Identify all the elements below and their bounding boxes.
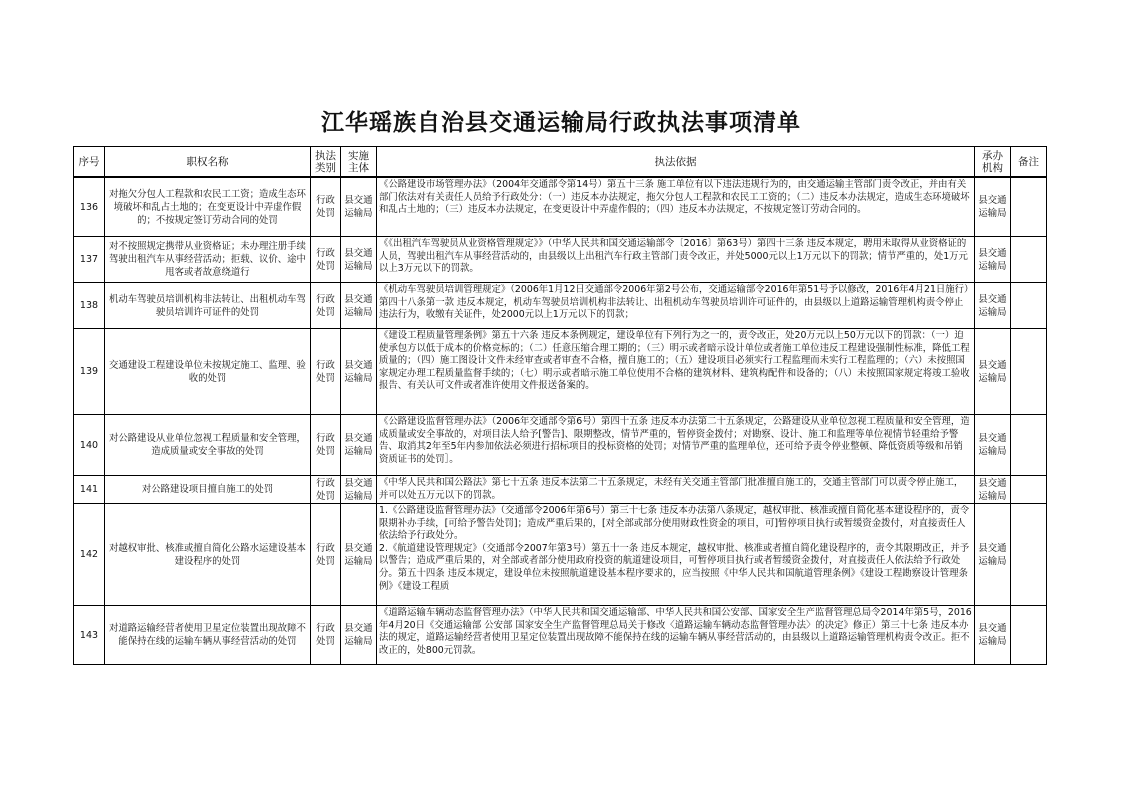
row-org: 县交通运输局 <box>975 177 1011 237</box>
header-org: 承办机构 <box>975 147 1011 178</box>
row-note <box>1011 606 1047 665</box>
row-entity: 县交通运输局 <box>341 329 377 415</box>
row-note <box>1011 504 1047 606</box>
row-org: 县交通运输局 <box>975 329 1011 415</box>
row-org: 县交通运输局 <box>975 283 1011 329</box>
row-entity: 县交通运输局 <box>341 237 377 283</box>
row-basis: 《中华人民共和国公路法》第七十五条 违反本法第二十五条规定，未经有关交通主管部门批准擅自施工的，交通主管部门可以责令停止施工，并可以处五万元以下的罚款。 <box>377 476 975 504</box>
row-org: 县交通运输局 <box>975 504 1011 606</box>
table-row <box>74 606 1047 665</box>
row-category: 行政处罚 <box>311 329 341 415</box>
row-entity: 县交通运输局 <box>341 476 377 504</box>
row-basis: 《机动车驾驶员培训管理规定》（2006年1月12日交通部令2006年第2号公布，交通运输部令2016年第51号予以修改，2016年4月21日施行）第四十八条第一款 违反本规定，机动车驾驶员培训机构非法转让、出租机动车驾驶员培训许可证件的，由县级以上道路运输管理机构责令停止违法行为，收缴有关证件，处2000元以上1万元以下的罚款； <box>377 283 975 329</box>
row-category: 行政处罚 <box>311 415 341 476</box>
row-note <box>1011 415 1047 476</box>
row-org: 县交通运输局 <box>975 237 1011 283</box>
table-row <box>74 476 1047 504</box>
table-row <box>74 237 1047 283</box>
row-seq: 139 <box>74 329 105 415</box>
table-row <box>74 329 1047 415</box>
row-entity: 县交通运输局 <box>341 283 377 329</box>
row-category: 行政处罚 <box>311 606 341 665</box>
row-seq: 138 <box>74 283 105 329</box>
row-category: 行政处罚 <box>311 476 341 504</box>
row-note <box>1011 283 1047 329</box>
row-org: 县交通运输局 <box>975 415 1011 476</box>
table-row <box>74 504 1047 606</box>
row-name: 对不按照规定携带从业资格证；未办理注册手续驾驶出租汽车从事经营活动；拒载、议价、途中甩客或者故意绕道行 <box>105 237 311 283</box>
header-category: 执法类别 <box>311 147 341 178</box>
row-name: 对公路建设从业单位忽视工程质量和安全管理，造成质量或安全事故的处罚 <box>105 415 311 476</box>
header-name: 职权名称 <box>105 147 311 178</box>
row-seq: 137 <box>74 237 105 283</box>
row-note <box>1011 476 1047 504</box>
row-basis: 1.《公路建设监督管理办法》（交通部令2006年第6号）第三十七条 违反本办法第八条规定，越权审批、核准或擅自简化基本建设程序的，责令限期补办手续，[可给予警告处罚]；造成严重后果的，[对全部或部分使用财政性资金的项目，可]暂停项目执行或暂缓资金拨付，对直接责任人依法给予行政处分。 2.《航道建设管理规定》（交通部令2007年第3号）第五十一条 违反本规定，越权审批、核准或者擅自简化建设程序的，责令其限期改正，并予以警告；造成严重后果的，对全部或者部分使用政府投资的航道建设项目，可暂停项目执行或者暂缓资金拨付，对直接责任人依法给予行政处分。第五十四条 违反本规定，建设单位未按照航道建设基本程序要求的，应当按照《中华人民共和国航道管理条例》《建设工程勘察设计管理条例》《建设工程质 <box>377 504 975 606</box>
row-note <box>1011 329 1047 415</box>
header-entity: 实施主体 <box>341 147 377 178</box>
row-seq: 142 <box>74 504 105 606</box>
row-name: 对越权审批、核准或擅自简化公路水运建设基本建设程序的处罚 <box>105 504 311 606</box>
row-basis: 《《出租汽车驾驶员从业资格管理规定》》（中华人民共和国交通运输部令〔2016〕第63号）第四十三条 违反本规定，聘用未取得从业资格证的人员，驾驶出租汽车从事经营活动的，由县级以上出租汽车行政主管部门责令改正，并处5000元以上1万元以下的罚款；情节严重的，处1万元以上3万元以下的罚款。 <box>377 237 975 283</box>
row-org: 县交通运输局 <box>975 476 1011 504</box>
row-entity: 县交通运输局 <box>341 606 377 665</box>
row-basis: 《公路建设市场管理办法》（2004年交通部令第14号）第五十三条 施工单位有以下违法违规行为的，由交通运输主管部门责令改正，并由有关部门依法对有关责任人员给予行政处分：（一）违反本办法规定，拖欠分包人工程款和农民工工资的；（二）违反本办法规定，造成生态环境破坏和乱占土地的；（三）违反本办法规定，在变更设计中弄虚作假的；（四）违反本办法规定，不按规定签订劳动合同的。 <box>377 177 975 237</box>
row-seq: 141 <box>74 476 105 504</box>
row-org: 县交通运输局 <box>975 606 1011 665</box>
header-seq: 序号 <box>74 147 105 178</box>
header-basis: 执法依据 <box>377 147 975 178</box>
table-row <box>74 415 1047 476</box>
row-basis: 《建设工程质量管理条例》第五十六条 违反本条例规定，建设单位有下列行为之一的，责令改正，处20万元以上50万元以下的罚款：（一）迫使承包方以低于成本的价格竞标的；（二）任意压缩合理工期的；（三）明示或者暗示设计单位或者施工单位违反工程建设强制性标准，降低工程质量的；（四）施工图设计文件未经审查或者审查不合格，擅自施工的；（五）建设项目必须实行工程监理而未实行工程监理的；（六）未按照国家规定办理工程质量监督手续的；（七）明示或者暗示施工单位使用不合格的建筑材料、建筑构配件和设备的；（八）未按照国家规定将竣工验收报告、有关认可文件或者准许使用文件报送备案的。 <box>377 329 975 415</box>
row-seq: 140 <box>74 415 105 476</box>
row-basis: 《公路建设监督管理办法》（2006年交通部令第6号）第四十五条 违反本办法第二十五条规定，公路建设从业单位忽视工程质量和安全管理，造成质量或安全事故的，对项目法人给予[警告]、限期整改，情节严重的，暂停资金拨付；对勘察、设计、施工和监理等单位视情节轻重给予警告、取消其2年至5年内参加依法必须进行招标项目的投标资格的处罚；对情节严重的监理单位，还可给予责令停业整顿、降低资质等级和吊销资质证书的处罚］。 <box>377 415 975 476</box>
row-note <box>1011 177 1047 237</box>
row-basis: 《道路运输车辆动态监督管理办法》（中华人民共和国交通运输部、中华人民共和国公安部、国家安全生产监督管理总局令2014年第5号，2016年4月20日《交通运输部 公安部 国家安全生产监督管理总局关于修改〈道路运输车辆动态监督管理办法〉的决定》修正）第三十七条 违反本办法的规定，道路运输经营者使用卫星定位装置出现故障不能保持在线的运输车辆从事经营活动的，由县级以上道路运输管理机构责令改正。拒不改正的，处800元罚款。 <box>377 606 975 665</box>
table-row <box>74 283 1047 329</box>
table-row <box>74 177 1047 237</box>
row-category: 行政处罚 <box>311 237 341 283</box>
row-name: 对公路建设项目擅自施工的处罚 <box>105 476 311 504</box>
enforcement-table <box>73 146 1047 665</box>
row-seq: 143 <box>74 606 105 665</box>
row-seq: 136 <box>74 177 105 237</box>
row-entity: 县交通运输局 <box>341 504 377 606</box>
row-category: 行政处罚 <box>311 283 341 329</box>
row-category: 行政处罚 <box>311 504 341 606</box>
page-title: 江华瑶族自治县交通运输局行政执法事项清单 <box>321 109 801 136</box>
row-name: 机动车驾驶员培训机构非法转让、出租机动车驾驶员培训许可证件的处罚 <box>105 283 311 329</box>
row-entity: 县交通运输局 <box>341 415 377 476</box>
row-category: 行政处罚 <box>311 177 341 237</box>
row-name: 对道路运输经营者使用卫星定位装置出现故障不能保持在线的运输车辆从事经营活动的处罚 <box>105 606 311 665</box>
header-note: 备注 <box>1011 147 1047 178</box>
row-note <box>1011 237 1047 283</box>
row-entity: 县交通运输局 <box>341 177 377 237</box>
row-name: 对拖欠分包人工程款和农民工工资；造成生态环境破坏和乱占土地的；在变更设计中弄虚作假的；不按规定签订劳动合同的处罚 <box>105 177 311 237</box>
table-header-row <box>74 147 1047 178</box>
row-name: 交通建设工程建设单位未按规定施工、监理、验收的处罚 <box>105 329 311 415</box>
